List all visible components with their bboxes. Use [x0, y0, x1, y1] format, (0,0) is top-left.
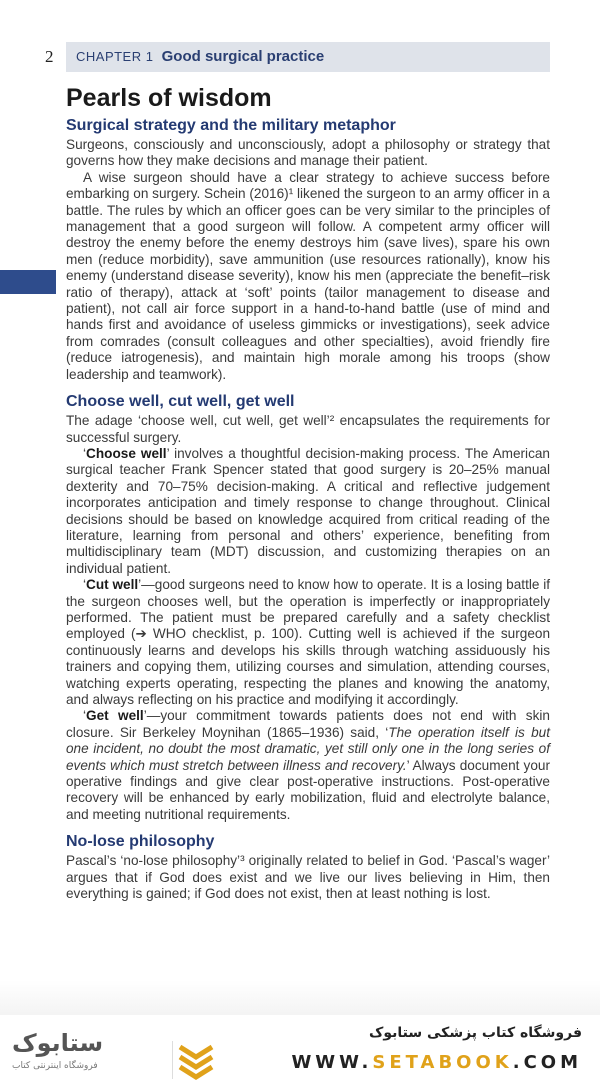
logo-subtitle: فروشگاه اینترنتی کتاب	[12, 1061, 98, 1071]
paragraph: Pascal’s ‘no-lose philosophy’³ originally related to belief in God. ‘Pascal’s wager’ argues that if God does exist and we live our lives believing in Him, then everything is gained; if God does not exist, then at least nothing is lost.	[66, 853, 550, 902]
page-content	[66, 84, 550, 912]
url-prefix: WWW.	[291, 1052, 373, 1073]
paragraph-get-well: ‘Get well’—your commitment towards patients does not end with skin closure. Sir Berkeley Moynihan (1865–1936) said, ‘The operation itself is but one incident, no doubt the most dramatic, yet still only one in the long series of events which must stretch between illness and recovery.’ Always document your operative findings and give clear post-operative instructions. Post-operative recovery will be enhanced by early mobilization, fluid and electrolyte balance, and meeting nutritional requirements.	[66, 708, 550, 822]
paragraph: A wise surgeon should have a clear strategy to achieve success before embarking on surgery. Schein (2016)¹ likened the surgeon to an army officer in a battle. The rules by which an officer goes can be very similar to the principles of management that a good surgeon will follow. A competent army officer will destroy the enemy before the enemy destroys him (save lives), spare his own men (reduce morbidity), save ammunition (use resources rationally), know his enemy (understand disease severity), know his men (appreciate the benefit–risk ratio of therapy), attack at ‘soft’ points (tailor management to disease and patient), not call air force support in a hand-to-hand battle (use of mind and hands first and avoidance of useless gimmicks or investigations), seek advice from comrades (consult colleagues and other specialties), avoid friendly fire (reduce iatrogenesis), and maintain high morale among his troops (show leadership and teamwork).	[66, 169, 550, 382]
section-choose-well	[66, 393, 550, 823]
section-heading: No-lose philosophy	[66, 833, 215, 851]
chapter-label: CHAPTER 1	[76, 49, 154, 64]
store-name: فروشگاه کتاب پزشکی ستابوک	[369, 1025, 582, 1041]
section-heading: Choose well, cut well, get well	[66, 393, 295, 411]
paragraph: Surgeons, consciously and unconsciously, adopt a philosophy or strategy that governs how they make decisions and manage their patient.	[66, 137, 550, 169]
paragraph-text: ’ Always document your operative findings and give clear post-operative instructions. Post-operative recovery will be enhanced by early mobilization, fluid and electrolyte balance, and meeting nutritional requirements.	[66, 757, 550, 822]
book-stack-icon	[172, 1039, 218, 1081]
page-title: Pearls of wisdom	[66, 84, 272, 112]
store-logo	[12, 1029, 202, 1075]
url-suffix: .COM	[512, 1052, 582, 1073]
term-choose-well: Choose well	[86, 445, 167, 461]
logo-wordmark: ستابوک	[12, 1029, 104, 1057]
running-header	[66, 42, 550, 72]
watermark-footer	[0, 1015, 600, 1080]
page-number: 2	[45, 47, 54, 66]
paragraph-cut-well: ‘Cut well’—good surgeons need to know how to operate. It is a losing battle if the surgeon chooses well, but the operation is imperfectly or inappropriately performed. The patient must be prepared carefully and a safety checklist employed (➔ WHO checklist, p. 100). Cutting well is achieved if the surgeon continuously learns and develops his skills through watching assiduously his trainers and copying them, utilizing courses and simulation, attending courses, watching experts operating, respecting the planes and knowing the anatomy, and always reflecting on his practice and modifying it accordingly.	[66, 577, 551, 707]
section-surgical-strategy	[66, 117, 550, 383]
section-no-lose	[66, 833, 550, 902]
paragraph-text: ’—good surgeons need to know how to operate. It is a losing battle if the surgeon chooses well, but the operation is imperfectly or inappropriately performed. The patient must be prepared carefully and a safety checklist employed (	[66, 577, 550, 642]
term-cut-well: Cut well	[86, 577, 139, 593]
cross-reference-link[interactable]: ➔ WHO checklist, p. 100	[135, 626, 295, 642]
chapter-title: Good surgical practice	[161, 48, 325, 65]
chapter-thumb-tab	[0, 270, 56, 294]
paragraph: The adage ‘choose well, cut well, get well’² encapsulates the requirements for successful surgery.	[66, 413, 550, 445]
paragraph-text: ’—your commitment towards patients does not end with skin closure. Sir Berkeley Moynihan (1865–1936) said, ‘	[66, 708, 550, 740]
url-brand: SETABOOK	[372, 1052, 513, 1073]
quote: The operation itself is but one incident, no doubt the most dramatic, yet still only one in the long series of events which must stretch between illness and recovery.	[66, 724, 550, 773]
paragraph-text: ). Cutting well is achieved if the surgeon continuously learns and develops his skills through watching assiduously his trainers and copying them, utilizing courses and simulation, attending courses, watching experts operating, respecting the planes and knowing the anatomy, and always reflecting on his practice and modifying it accordingly.	[66, 626, 551, 707]
paragraph-choose-well: ‘Choose well’ involves a thoughtful decision-making process. The American surgical teacher Frank Spencer stated that good surgery is 20–25% manual dexterity and 70–75% decision-making. A critical and reflective judgement incorporates anticipation and timely response to change throughout. Clinical decisions should be based on knowledge acquired from critical reading of the literature, learning from personal and others’ experience, benefiting from multidisciplinary team (MDT) discussion, and customizing therapies on an individual patient.	[66, 445, 550, 576]
store-url[interactable]	[291, 1052, 582, 1073]
term-get-well: Get well	[86, 708, 144, 724]
section-heading: Surgical strategy and the military metaphor	[66, 117, 396, 134]
paragraph-text: ’ involves a thoughtful decision-making process. The American surgical teacher Frank Spencer stated that good surgery is 20–25% manual dexterity and 70–75% decision-making. A critical and reflective judgement incorporates anticipation and timely response to change throughout. Clinical decisions should be based on knowledge acquired from critical reading of the literature, learning from personal and others’ experience, benefiting from multidisciplinary team (MDT) discussion, and customizing therapies on an individual patient.	[66, 445, 550, 576]
